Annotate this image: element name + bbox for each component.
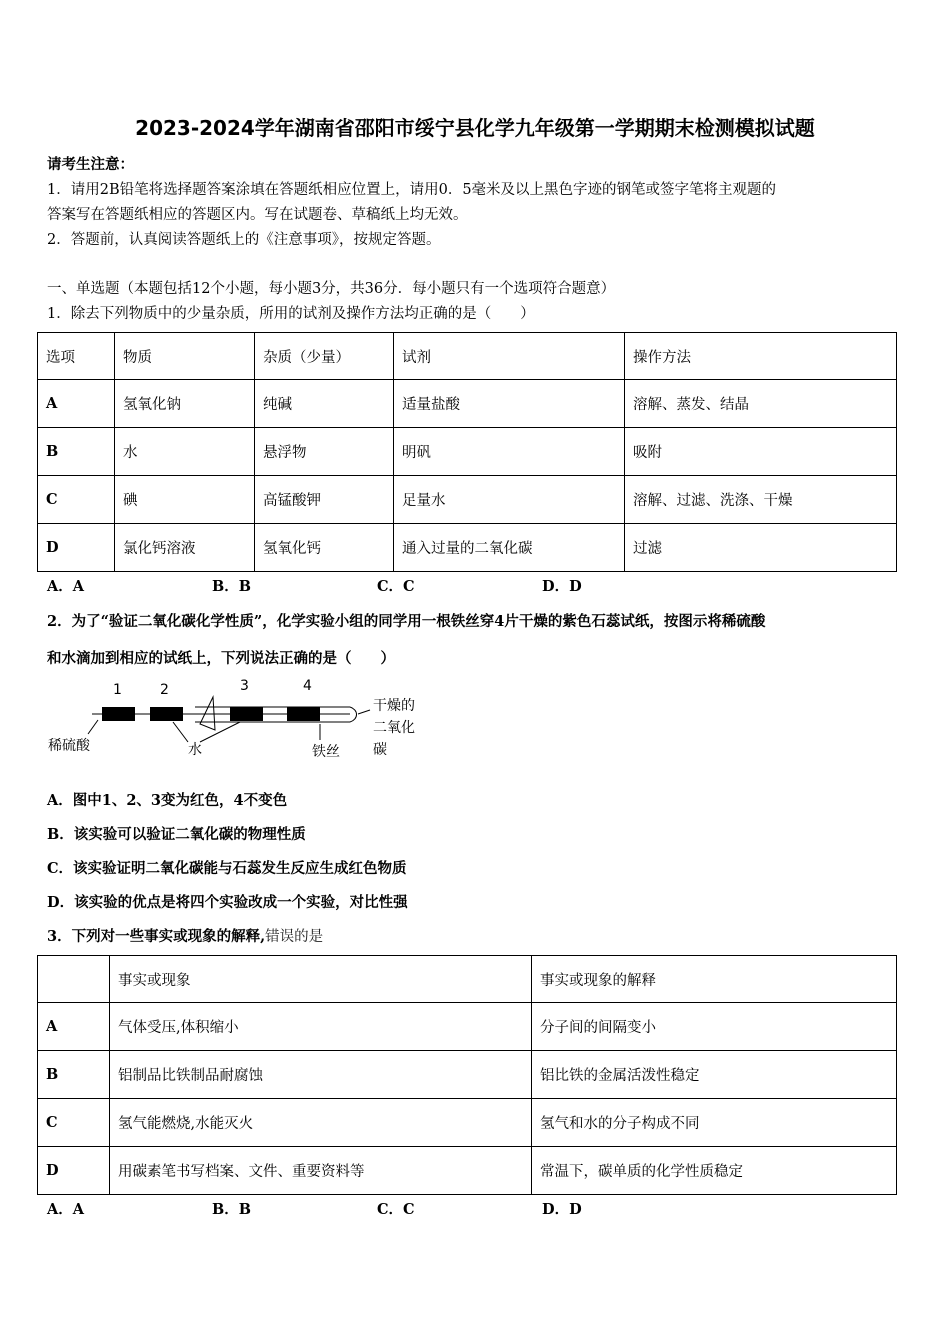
q2-option-a[interactable]: A．图中1、2、3变为红色，4不变色 [47,792,288,809]
q1-stem: 1．除去下列物质中的少量杂质，所用的试剂及操作方法均正确的是（ ） [47,306,535,322]
q2-experiment-figure [40,672,440,767]
q3-cell: 氢气能燃烧,水能灭火 [110,1099,532,1147]
table-row [38,1003,897,1051]
label-co2-line2: 二氧化 [373,720,415,736]
q1-cell: 通入过量的二氧化碳 [394,524,625,572]
q3-cell: 铝比铁的金属活泼性稳定 [532,1051,897,1099]
litmus-paper-4 [287,707,320,721]
q3-cell: 分子间的间隔变小 [532,1003,897,1051]
q3-cell: A [38,1003,110,1051]
q1-cell: 氢氧化钙 [255,524,394,572]
q1-cell: A [38,380,115,428]
q3-cell: 铝制品比铁制品耐腐蚀 [110,1051,532,1099]
q3-option-c[interactable]: C．C [377,1201,415,1218]
table-row [38,380,897,428]
q3-header-cell: 事实或现象 [110,956,532,1003]
q3-cell: 氢气和水的分子构成不同 [532,1099,897,1147]
q1-cell: 水 [115,428,255,476]
q3-stem [47,925,323,946]
q3-header-cell [38,956,110,1003]
q1-cell: 过滤 [625,524,897,572]
table-row [38,1147,897,1195]
page-title: 2023-2024学年湖南省邵阳市绥宁县化学九年级第一学期期末检测模拟试题 [135,116,815,140]
q1-option-c[interactable]: C．C [377,578,415,595]
co2-pointer [358,710,370,714]
q1-option-d[interactable]: D．D [542,578,582,595]
q2-stem-a: 2．为了“验证二氧化碳化学性质”，化学实验小组的同学用一根铁丝穿4片干燥的紫色石蕊试纸，按图示将稀硫酸 [47,613,766,630]
notice-heading: 请考生注意： [47,156,134,173]
q1-option-b[interactable]: B．B [212,578,252,595]
notice-line-1a: 1．请用2B铅笔将选择题答案涂填在答题纸相应位置上，请用0．5毫米及以上黑色字迹的钢笔或签字笔将主观题的 [47,182,777,198]
q1-cell: 氢氧化钠 [115,380,255,428]
label-1: 1 [113,682,122,698]
q2-stem-b: 和水滴加到相应的试纸上，下列说法正确的是（ ） [47,650,395,667]
section-heading: 一、单选题（本题包括12个小题，每小题3分，共36分．每小题只有一个选项符合题意） [47,281,616,297]
label-co2-line1: 干燥的 [373,698,415,714]
litmus-paper-2 [150,707,183,721]
label-co2-line3: 碳 [373,742,387,758]
table-row [38,1051,897,1099]
q3-table [37,955,897,1195]
label-4: 4 [303,678,312,694]
q1-cell: 氯化钙溶液 [115,524,255,572]
notice-line-1b: 答案写在答题纸相应的答题区内。写在试题卷、草稿纸上均无效。 [47,207,468,223]
q3-cell: D [38,1147,110,1195]
q2-option-b[interactable]: B．该实验可以验证二氧化碳的物理性质 [47,826,306,843]
table-row [38,1099,897,1147]
q1-header-cell: 物质 [115,333,255,380]
q1-cell: D [38,524,115,572]
notice-line-2: 2．答题前，认真阅读答题纸上的《注意事项》，按规定答题。 [47,232,441,248]
q2-option-d[interactable]: D．该实验的优点是将四个实验改成一个实验，对比性强 [47,894,408,911]
q3-option-d[interactable]: D．D [542,1201,582,1218]
q3-cell: C [38,1099,110,1147]
q3-stem-text: 3．下列对一些事实或现象的解释, [47,928,266,945]
q1-header-cell: 试剂 [394,333,625,380]
q1-cell: 溶解、蒸发、结晶 [625,380,897,428]
label-2: 2 [160,682,169,698]
q1-header-cell: 选项 [38,333,115,380]
q3-option-a[interactable]: A．A [47,1201,85,1218]
label-3: 3 [240,678,249,694]
q3-stem-tail: 错误的是 [265,929,324,945]
q3-cell: 常温下，碳单质的化学性质稳定 [532,1147,897,1195]
q2-option-c[interactable]: C．该实验证明二氧化碳能与石蕊发生反应生成红色物质 [47,860,407,877]
tube-end [350,707,357,722]
q1-cell: 溶解、过滤、洗涤、干燥 [625,476,897,524]
q1-cell: 悬浮物 [255,428,394,476]
table-row [38,524,897,572]
q1-header-cell: 操作方法 [625,333,897,380]
litmus-paper-1 [102,707,135,721]
litmus-paper-3 [230,707,263,721]
water-pointer-1 [173,722,188,742]
label-wire: 铁丝 [312,744,340,760]
acid-pointer [88,720,98,734]
label-acid: 稀硫酸 [48,738,90,754]
label-water: 水 [188,742,202,758]
q3-cell: 气体受压,体积缩小 [110,1003,532,1051]
q1-option-a[interactable]: A．A [47,578,85,595]
q1-cell: 碘 [115,476,255,524]
table-row [38,428,897,476]
q1-cell: 高锰酸钾 [255,476,394,524]
q1-cell: 纯碱 [255,380,394,428]
q3-option-b[interactable]: B．B [212,1201,252,1218]
q1-cell: 吸附 [625,428,897,476]
q1-header-row [38,333,897,380]
q1-cell: B [38,428,115,476]
table-row [38,476,897,524]
q1-table [37,332,897,572]
q1-cell: 明矾 [394,428,625,476]
q1-cell: 足量水 [394,476,625,524]
q3-header-cell: 事实或现象的解释 [532,956,897,1003]
q3-header-row [38,956,897,1003]
q3-cell: 用碳素笔书写档案、文件、重要资料等 [110,1147,532,1195]
q1-cell: C [38,476,115,524]
q1-header-cell: 杂质（少量） [255,333,394,380]
q3-cell: B [38,1051,110,1099]
q1-cell: 适量盐酸 [394,380,625,428]
water-pointer-2 [200,722,240,742]
